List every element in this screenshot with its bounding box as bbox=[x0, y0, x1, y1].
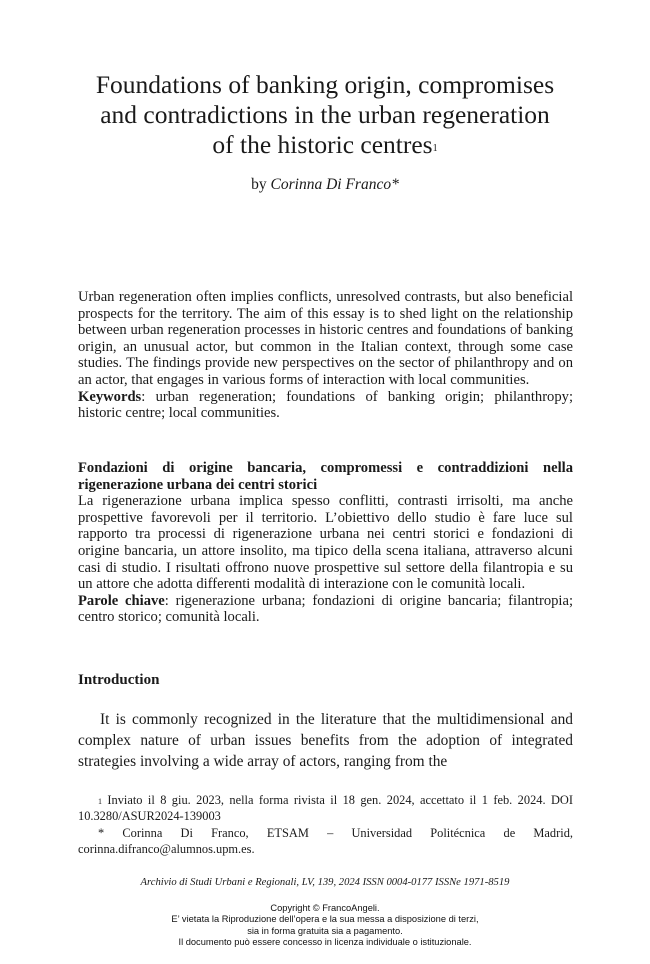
footnote-author: * Corinna Di Franco, ETSAM – Universidad Politécnica de Madrid, corinna.difranco@alumnos.upm.es. bbox=[78, 826, 573, 856]
title-line-2: and contradictions in the urban regeneration bbox=[100, 100, 550, 129]
abstract-italian bbox=[78, 460, 573, 626]
title-line-3 bbox=[0, 130, 650, 160]
italian-title: Fondazioni di origine bancaria, compromessi e contraddizioni nella rigenerazione urbana dei centri storici bbox=[78, 460, 573, 493]
parole-chiave-list: : rigenerazione urbana; fondazioni di origine bancaria; filantropia; centro storico; comunità locali. bbox=[78, 592, 573, 626]
footnote-1 bbox=[78, 793, 573, 824]
introduction-paragraph: It is commonly recognized in the literature that the multidimensional and complex nature of urban issues benefits from the adoption of integrated strategies involving a wide array of actors, ranging from the bbox=[78, 711, 573, 770]
footnote-1-text: Inviato il 8 giu. 2023, nella forma rivista il 18 gen. 2024, accettato il 1 feb. 2024. DOI 10.3280/ASUR2024-139003 bbox=[78, 793, 573, 823]
journal-citation: Archivio di Studi Urbani e Regionali, LV, 139, 2024 ISSN 0004-0177 ISSNe 1971-8519 bbox=[140, 877, 510, 888]
footnotes bbox=[78, 793, 573, 859]
paper-title bbox=[0, 70, 650, 160]
byline-prefix: by bbox=[251, 176, 267, 193]
title-line-1: Foundations of banking origin, compromises bbox=[95, 70, 555, 99]
introduction-heading: Introduction bbox=[78, 672, 160, 688]
keywords-italian bbox=[78, 593, 573, 626]
title-line-3-text: of the historic centres bbox=[212, 130, 433, 159]
keywords-label: Keywords bbox=[78, 388, 142, 405]
author-byline bbox=[0, 176, 650, 194]
footnote-1-marker: 1 bbox=[98, 797, 102, 806]
author-name: Corinna Di Franco* bbox=[270, 176, 399, 193]
abstract-english-text: Urban regeneration often implies conflicts, unresolved contrasts, but also beneficial prospects for the territory. The aim of this essay is to shed light on the relationship between urban regeneration processes in historic centres and foundations of banking origin, an unusual actor, but common in the Italian context, through some case studies. The findings provide new perspectives on the sector of philanthropy and on an actor, that engages in various forms of interaction with local communities. bbox=[78, 289, 573, 388]
keywords-english bbox=[78, 389, 573, 422]
abstract-english bbox=[78, 289, 573, 422]
copyright-line-3: sia in forma gratuita sia a pagamento. bbox=[247, 925, 403, 936]
copyright-line-1: Copyright © FrancoAngeli. bbox=[270, 903, 380, 913]
abstract-italian-text: La rigenerazione urbana implica spesso conflitti, contrasti irrisolti, ma anche prospettive favorevoli per il territorio. L’obiettivo dello studio è fare luce sul rapporto tra processi di rigenerazione urbana nei centri storici e fondazioni di origine bancaria, un attore insolito, ma tipico della scena italiana, attraverso alcuni casi di studio. I risultati offrono nuove prospettive sul settore della filantropia e su un attore che adotta differenti modalità di interazione con le comunità locali. bbox=[78, 493, 573, 593]
copyright-notice bbox=[0, 903, 650, 948]
copyright-line-4: Il documento può essere concesso in licenza individuale o istituzionale. bbox=[178, 936, 472, 947]
title-footnote-marker: 1 bbox=[432, 143, 438, 154]
parole-chiave-label: Parole chiave bbox=[78, 592, 165, 609]
keywords-list: : urban regeneration; foundations of banking origin; philanthropy; historic centre; local communities. bbox=[78, 388, 573, 422]
copyright-line-2: E’ vietata la Riproduzione dell’opera e la sua messa a disposizione di terzi, bbox=[171, 914, 479, 925]
